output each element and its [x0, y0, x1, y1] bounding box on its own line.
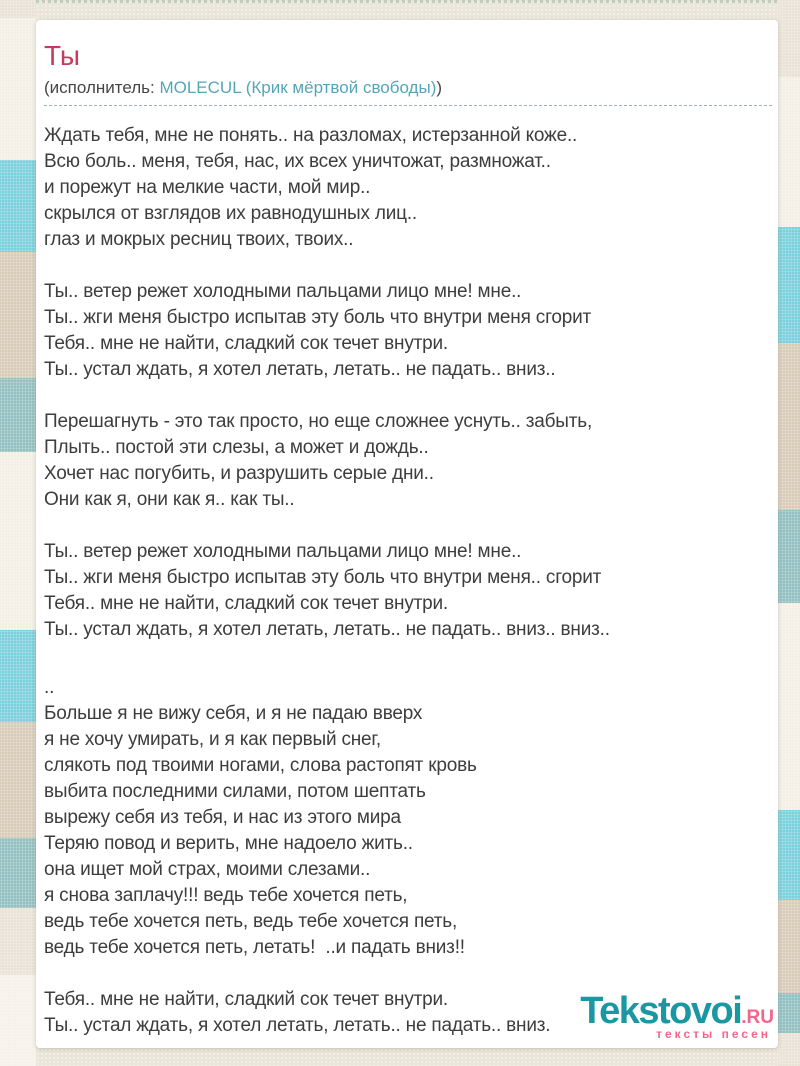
lyric-line: Ты.. устал ждать, я хотел летать, летать.. не падать.. вниз.. вниз.. [44, 619, 610, 640]
site-logo[interactable] [580, 992, 774, 1040]
lyrics [44, 123, 772, 1039]
lyric-line: Ты.. устал ждать, я хотел летать, летать.. не падать.. вниз. [44, 1015, 551, 1036]
top-dotted-border [0, 0, 800, 3]
lyric-line: вырежу себя из тебя, и нас из этого мира [44, 807, 401, 828]
lyric-line: Больше я не вижу себя, и я не падаю вверх [44, 703, 423, 724]
lyric-line: она ищет мой страх, моими слезами.. [44, 859, 371, 880]
lyric-line: ведь тебе хочется петь, ведь тебе хочется петь, [44, 911, 458, 932]
lyric-line: .. [44, 677, 55, 698]
stanza [44, 675, 772, 961]
lyric-line: Тебя.. мне не найти, сладкий сок течет внутри. [44, 989, 448, 1010]
stanza [44, 123, 772, 253]
stanza [44, 539, 772, 643]
lyric-line: я снова заплачу!!! ведь тебе хочется петь, [44, 885, 408, 906]
lyric-line: Всю боль.. меня, тебя, нас, их всех уничтожат, размножат.. [44, 151, 551, 172]
stanza [44, 279, 772, 383]
artist-label-prefix: (исполнитель: [44, 78, 160, 97]
logo-text: Tekstovoi [580, 990, 742, 1032]
left-stripe-background [0, 0, 36, 1066]
lyric-line: Плыть.. постой эти слезы, а может и дождь.. [44, 437, 429, 458]
lyric-line: Тебя.. мне не найти, сладкий сок течет внутри. [44, 593, 448, 614]
stanza [44, 409, 772, 513]
right-stripe-background [778, 0, 800, 1066]
lyric-line: глаз и мокрых ресниц твоих, твоих.. [44, 229, 354, 250]
lyric-line: Ты.. ветер режет холодными пальцами лицо мне! мне.. [44, 281, 522, 302]
song-title: Ты [44, 40, 80, 71]
lyric-line: и порежут на мелкие части, мой мир.. [44, 177, 371, 198]
lyric-line: Тебя.. мне не найти, сладкий сок течет внутри. [44, 333, 448, 354]
artist-link[interactable]: MOLECUL (Крик мёртвой свободы) [159, 78, 437, 97]
lyric-line: Ты.. жги меня быстро испытав эту боль что внутри меня.. сгорит [44, 567, 602, 588]
lyric-line: скрылся от взглядов их равнодушных лиц.. [44, 203, 417, 224]
lyric-line: Перешагнуть - это так просто, но еще сложнее уснуть.. забыть, [44, 411, 593, 432]
lyric-line: Ты.. жги меня быстро испытав эту боль что внутри меня сгорит [44, 307, 592, 328]
lyric-line: я не хочу умирать, и я как первый снег, [44, 729, 381, 750]
lyric-line: выбита последними силами, потом шептать [44, 781, 426, 802]
lyric-line: Теряю повод и верить, мне надоело жить.. [44, 833, 413, 854]
artist-row [44, 78, 772, 106]
lyric-line: Они как я, они как я.. как ты.. [44, 489, 295, 510]
lyric-line: Ты.. устал ждать, я хотел летать, летать.. не падать.. вниз.. [44, 359, 556, 380]
lyric-line: ведь тебе хочется петь, летать! ..и падать вниз!! [44, 937, 465, 958]
logo-tagline: тексты песен [656, 1027, 771, 1041]
lyric-line: Хочет нас погубить, и разрушить серые дни.. [44, 463, 434, 484]
lyric-line: Ждать тебя, мне не понять.. на разломах, истерзанной коже.. [44, 125, 578, 146]
lyric-line: Ты.. ветер режет холодными пальцами лицо мне! мне.. [44, 541, 522, 562]
logo-tld: .RU [741, 1007, 774, 1028]
content-card [36, 20, 778, 1048]
lyric-line: слякоть под твоими ногами, слова растопят кровь [44, 755, 477, 776]
artist-label-suffix: ) [436, 78, 443, 97]
